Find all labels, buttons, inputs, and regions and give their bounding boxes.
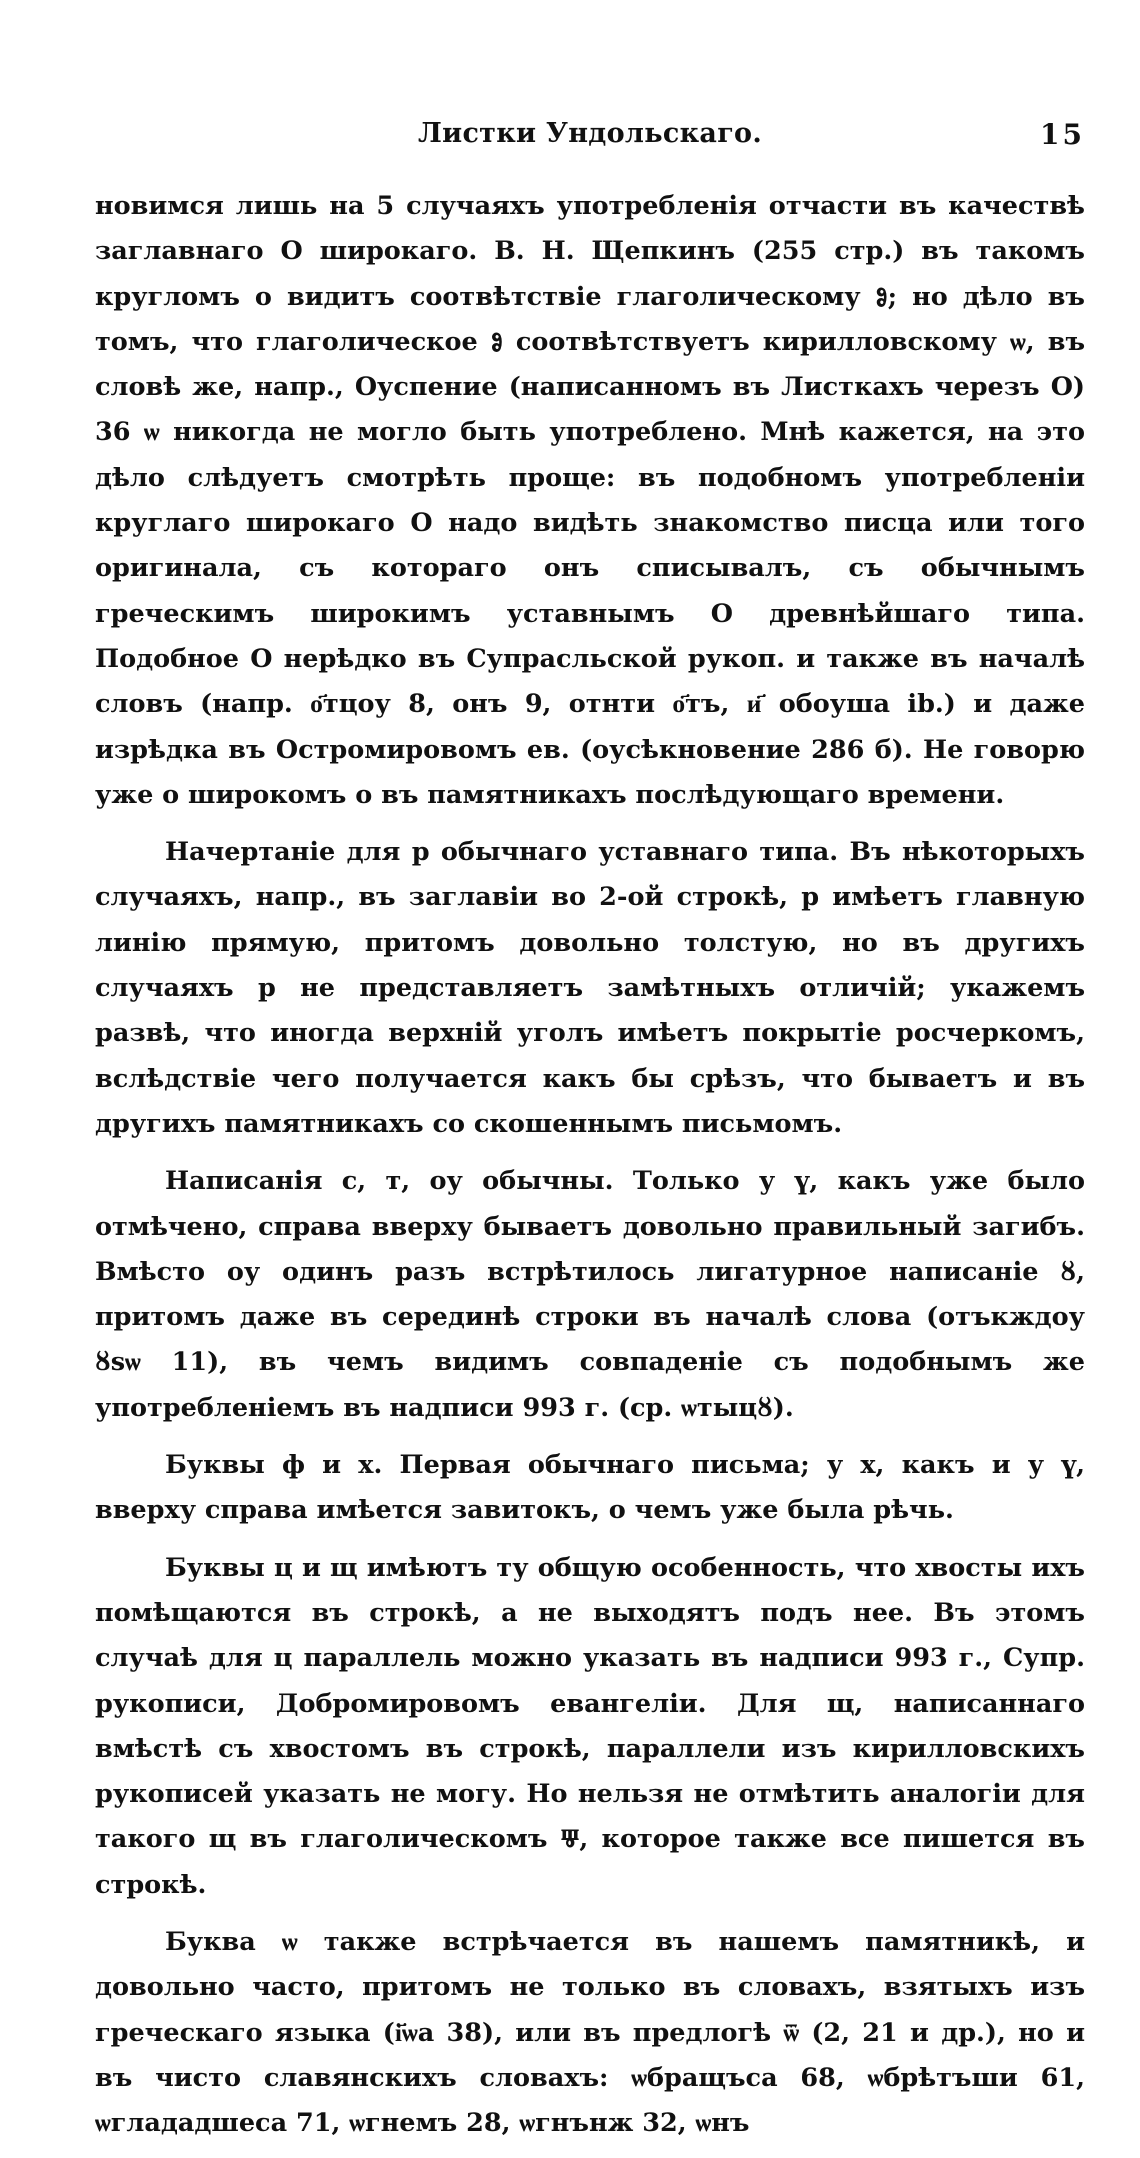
paragraph: Буквы ф и х. Первая обычнаго письма; у х, какъ и у ү, вверху справа имѣется завитокъ, о чемъ уже была рѣчь. [95, 1450, 1085, 1526]
paragraph: Буква ѡ также встрѣчается въ нашемъ памятникѣ, и довольно часто, притомъ не только въ словахъ, взятыхъ изъ греческаго языка (і҃ѡа 38), или въ предлогѣ ѿ (2, 21 и др.), но и въ чисто славянскихъ словахъ: ѡбращъса 68, ѡбрѣтъши 61, ѡглададшеса 71, ѡгнемъ 28, ѡгнънж 32, ѡнъ [95, 1926, 1085, 2139]
paragraph: Буквы ц и щ имѣютъ ту общую особенность, что хвосты ихъ помѣщаются въ строкѣ, а не выходятъ подъ нее. Въ этомъ случаѣ для ц параллель можно указать въ надписи 993 г., Супр. рукописи, Добромировомъ евангеліи. Для щ, написаннаго вмѣстѣ съ хвостомъ въ строкѣ, параллели изъ кирилловскихъ рукописей указать не могу. Но нельзя не отмѣтить аналогіи для такого щ въ глаголическомъ Ⱋ, которое также все пишется въ строкѣ. [95, 1552, 1085, 1900]
page-number: 15 [1040, 118, 1085, 151]
document-page [95, 118, 1085, 2158]
paragraph: Написанія с, т, оу обычны. Только у ү, какъ уже было отмѣчено, справа вверху бываетъ довольно правильный загибъ. Вмѣсто оу одинъ разъ встрѣтилось лигатурное написаніе ȣ, притомъ даже въ серединѣ строки въ началѣ слова (отъкждоу ȣѕѡ 11), въ чемъ видимъ совпаденіе съ подобнымъ же употребленіемъ въ надписи 993 г. (ср. ѡтыцȣ). [95, 1166, 1085, 1423]
paragraph: новимся лишь на 5 случаяхъ употребленія отчасти въ качествѣ заглавнаго О широкаго. В. Н. Щепкинъ (255 стр.) въ такомъ кругломъ о видитъ соотвѣтствіе глаголическому Ⱁ; но дѣло въ томъ, что глаголическое Ⱁ соотвѣтствуетъ кирилловскому ѡ, въ словѣ же, напр., Оуспение (написанномъ въ Листкахъ черезъ О) 36 ѡ никогда не могло быть употреблено. Мнѣ кажется, на это дѣло слѣдуетъ смотрѣть проще: въ подобномъ употребленіи круглаго широкаго О надо видѣть знакомство писца или того оригинала, съ котораго онъ списывалъ, съ обычнымъ греческимъ широкимъ уставнымъ О древнѣйшаго типа. Подобное О нерѣдко въ Супрасльской рукоп. и также въ началѣ словъ (напр. о҃тцоу 8, онъ 9, отнти о҃тъ, и҃ обоуша ib.) и даже изрѣдка въ Остромировомъ ев. (оусѣкновение 286 б). Не говорю уже о широкомъ о въ памятникахъ послѣдующаго времени. [95, 191, 1085, 810]
paragraph: Начертаніе для р обычнаго уставнаго типа. Въ нѣкоторыхъ случаяхъ, напр., въ заглавіи во 2-ой строкѣ, р имѣетъ главную линію прямую, притомъ довольно толстую, но въ другихъ случаяхъ р не представляетъ замѣтныхъ отличій; укажемъ развѣ, что иногда верхній уголъ имѣетъ покрытіе росчеркомъ, вслѣдствіе чего получается какъ бы срѣзъ, что бываетъ и въ другихъ памятникахъ со скошеннымъ письмомъ. [95, 837, 1085, 1139]
body-text [95, 184, 1085, 2146]
running-head [95, 118, 1085, 158]
running-title: Листки Ундольскаго. [417, 118, 763, 149]
